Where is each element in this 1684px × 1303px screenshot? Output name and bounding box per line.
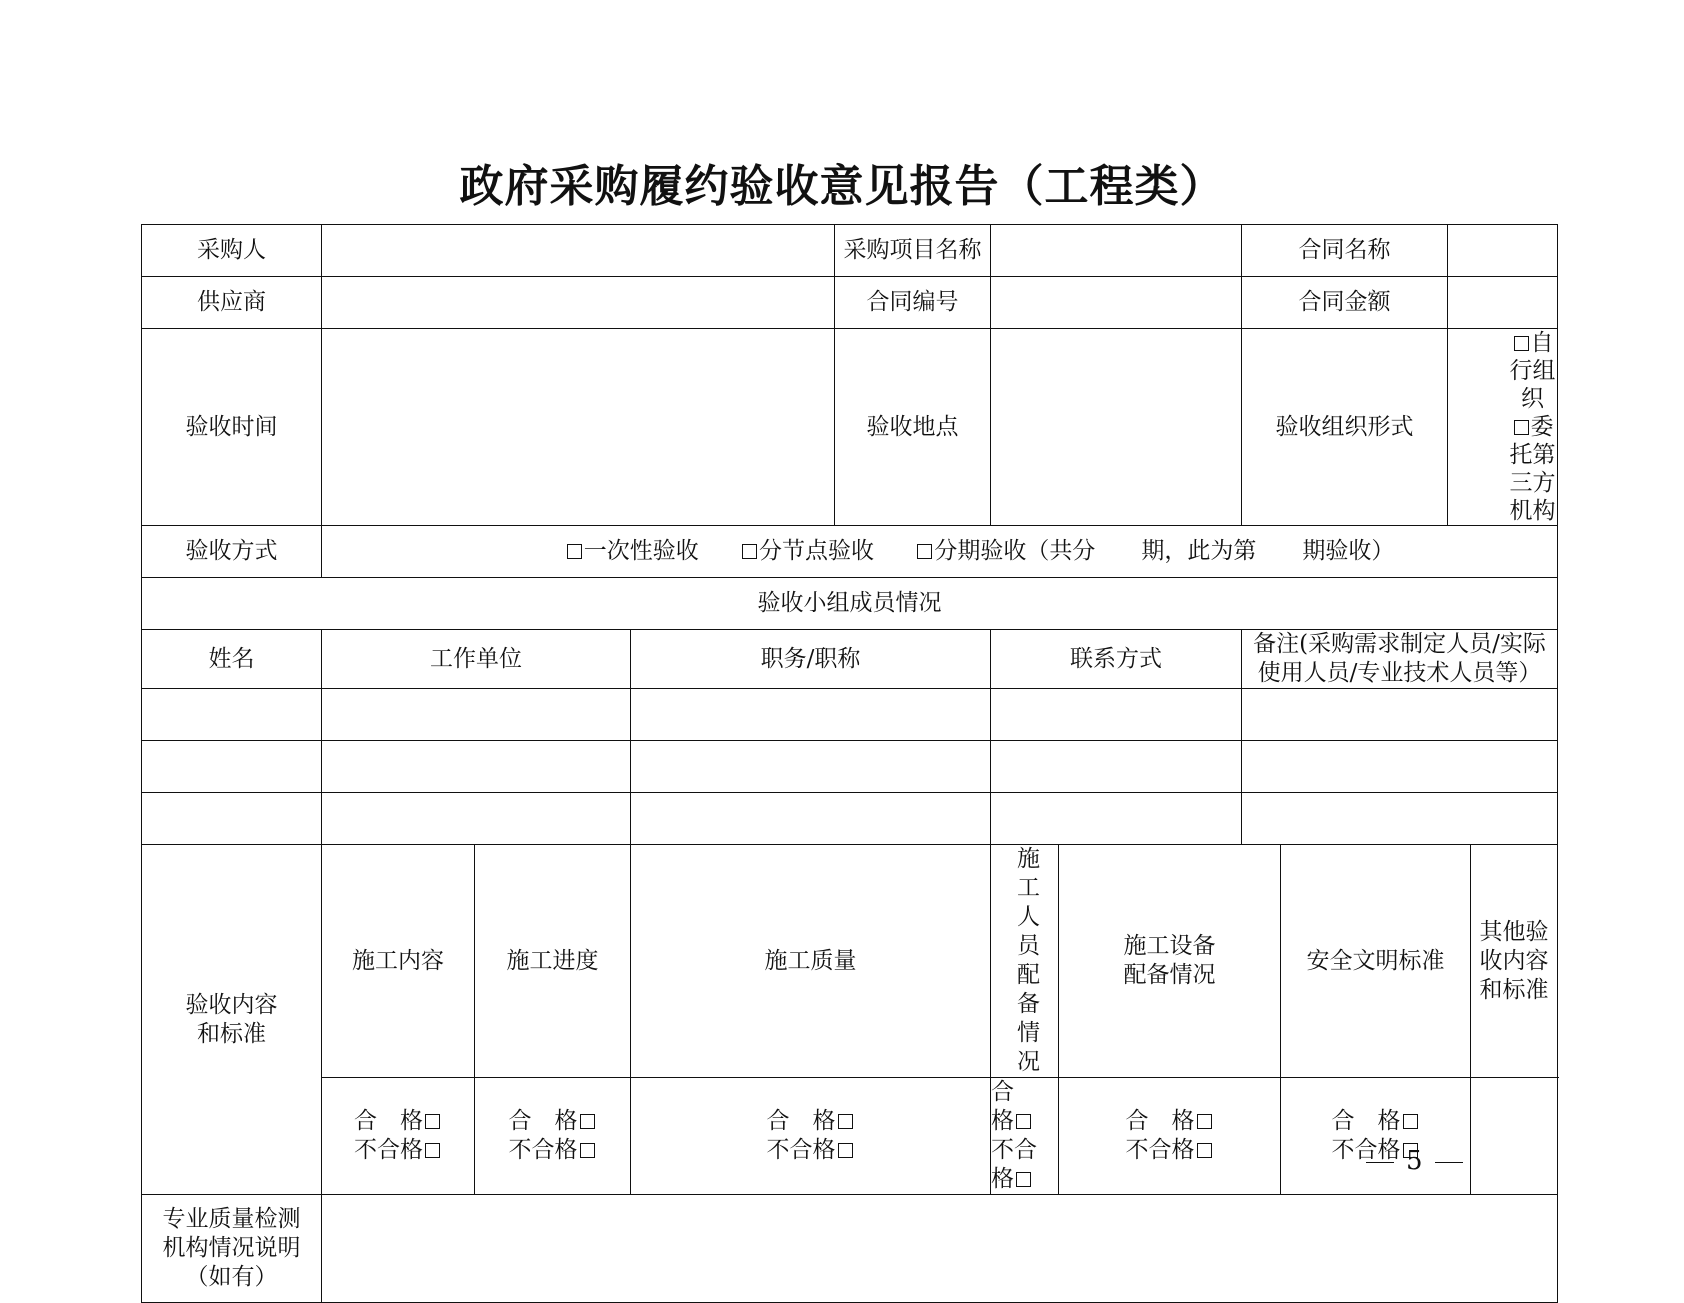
team-cell[interactable] xyxy=(991,793,1242,845)
inspection-field[interactable] xyxy=(322,1195,1558,1303)
checkbox-icon[interactable] xyxy=(742,544,757,559)
contract-amount-label: 合同金额 xyxy=(1242,277,1448,329)
purchaser-label: 采购人 xyxy=(142,225,322,277)
team-cell[interactable] xyxy=(991,689,1242,741)
fail-option[interactable]: 不合格 xyxy=(1126,1136,1214,1165)
checkbox-icon[interactable] xyxy=(425,1143,440,1158)
contract-name-field[interactable] xyxy=(1448,225,1558,277)
project-name-label: 采购项目名称 xyxy=(835,225,991,277)
team-cell[interactable] xyxy=(142,689,322,741)
org-form-option-third-party[interactable]: 委托第三方机构 xyxy=(1509,414,1556,524)
checkbox-icon[interactable] xyxy=(1016,1114,1031,1129)
result-cell-staffing xyxy=(991,1078,1059,1195)
checkbox-icon[interactable] xyxy=(580,1143,595,1158)
team-cell[interactable] xyxy=(1242,689,1558,741)
team-cell[interactable] xyxy=(631,793,991,845)
content-header-equipment: 施工设备配备情况 xyxy=(1059,845,1281,1078)
checkbox-icon[interactable] xyxy=(1016,1172,1031,1187)
team-cell[interactable] xyxy=(631,741,991,793)
acceptance-mode-options xyxy=(322,526,1558,578)
content-header-staffing: 施工人员配备情况 xyxy=(991,845,1059,1078)
checkbox-icon[interactable] xyxy=(838,1143,853,1158)
org-form-options xyxy=(1448,329,1558,526)
checkbox-icon[interactable] xyxy=(567,544,582,559)
team-header-unit: 工作单位 xyxy=(322,630,631,689)
acceptance-mode-label: 验收方式 xyxy=(142,526,322,578)
checkbox-icon[interactable] xyxy=(917,544,932,559)
pass-option[interactable]: 合格 xyxy=(991,1078,1058,1136)
page-title: 政府采购履约验收意见报告（工程类） xyxy=(459,161,1225,212)
contract-name-label: 合同名称 xyxy=(1242,225,1448,277)
team-cell[interactable] xyxy=(322,793,631,845)
mode-option-phased[interactable]: 分期验收（共分 期，此为第 期验收） xyxy=(915,538,1394,564)
result-cell-equipment xyxy=(1059,1078,1281,1195)
table-row xyxy=(142,741,1558,793)
content-header-progress: 施工进度 xyxy=(475,845,631,1078)
team-header-contact: 联系方式 xyxy=(991,630,1242,689)
inspection-label: 专业质量检测机构情况说明（如有） xyxy=(142,1195,322,1303)
pass-option[interactable]: 合 格 xyxy=(1332,1107,1420,1136)
fail-option[interactable]: 不合格 xyxy=(1332,1136,1420,1165)
result-cell-safety xyxy=(1281,1078,1471,1195)
contract-amount-field[interactable] xyxy=(1448,277,1558,329)
team-cell[interactable] xyxy=(991,741,1242,793)
content-header-other: 其他验收内容和标准 xyxy=(1471,845,1558,1078)
org-form-option-self[interactable]: 自行组织 xyxy=(1509,330,1556,412)
table-row xyxy=(142,689,1558,741)
content-standard-label: 验收内容和标准 xyxy=(142,845,322,1195)
team-header-name: 姓名 xyxy=(142,630,322,689)
supplier-label: 供应商 xyxy=(142,277,322,329)
mode-option-nodes[interactable]: 分节点验收 xyxy=(740,538,874,564)
result-cell-scope xyxy=(322,1078,475,1195)
team-header-remark: 备注(采购需求制定人员/实际使用人员/专业技术人员等） xyxy=(1242,630,1558,689)
team-cell[interactable] xyxy=(322,741,631,793)
pass-option[interactable]: 合 格 xyxy=(509,1107,597,1136)
result-cell-quality xyxy=(631,1078,991,1195)
acceptance-form xyxy=(141,224,1558,1303)
fail-option[interactable]: 不合格 xyxy=(767,1136,855,1165)
team-cell[interactable] xyxy=(631,689,991,741)
team-section-heading: 验收小组成员情况 xyxy=(142,578,1558,630)
checkbox-icon[interactable] xyxy=(1514,420,1529,435)
mode-option-once[interactable]: 一次性验收 xyxy=(565,538,699,564)
acceptance-time-label: 验收时间 xyxy=(142,329,322,526)
org-form-label: 验收组织形式 xyxy=(1242,329,1448,526)
checkbox-icon[interactable] xyxy=(1514,336,1529,351)
team-cell[interactable] xyxy=(1242,793,1558,845)
checkbox-icon[interactable] xyxy=(1403,1114,1418,1129)
pass-option[interactable]: 合 格 xyxy=(354,1107,442,1136)
purchaser-field[interactable] xyxy=(322,225,835,277)
fail-option[interactable]: 不合格 xyxy=(354,1136,442,1165)
checkbox-icon[interactable] xyxy=(425,1114,440,1129)
fail-option[interactable]: 不合格 xyxy=(509,1136,597,1165)
content-header-scope: 施工内容 xyxy=(322,845,475,1078)
team-cell[interactable] xyxy=(142,793,322,845)
table-row xyxy=(142,793,1558,845)
team-cell[interactable] xyxy=(142,741,322,793)
result-cell-other[interactable] xyxy=(1471,1078,1558,1195)
dash-decoration xyxy=(1435,1162,1463,1163)
checkbox-icon[interactable] xyxy=(838,1114,853,1129)
checkbox-icon[interactable] xyxy=(580,1114,595,1129)
team-header-title: 职务/职称 xyxy=(631,630,991,689)
pass-option[interactable]: 合 格 xyxy=(1126,1107,1214,1136)
fail-option[interactable]: 不合格 xyxy=(991,1137,1038,1192)
dash-decoration xyxy=(1366,1162,1394,1163)
team-cell[interactable] xyxy=(322,689,631,741)
acceptance-time-field[interactable] xyxy=(322,329,835,526)
checkbox-icon[interactable] xyxy=(1197,1143,1212,1158)
supplier-field[interactable] xyxy=(322,277,835,329)
contract-no-field[interactable] xyxy=(991,277,1242,329)
pass-option[interactable]: 合 格 xyxy=(767,1107,855,1136)
content-header-safety: 安全文明标准 xyxy=(1281,845,1471,1078)
team-cell[interactable] xyxy=(1242,741,1558,793)
checkbox-icon[interactable] xyxy=(1197,1114,1212,1129)
project-name-field[interactable] xyxy=(991,225,1242,277)
acceptance-place-field[interactable] xyxy=(991,329,1242,526)
result-cell-progress xyxy=(475,1078,631,1195)
acceptance-place-label: 验收地点 xyxy=(835,329,991,526)
contract-no-label: 合同编号 xyxy=(835,277,991,329)
content-header-quality: 施工质量 xyxy=(631,845,991,1078)
page-number: 5 xyxy=(1354,1146,1475,1176)
